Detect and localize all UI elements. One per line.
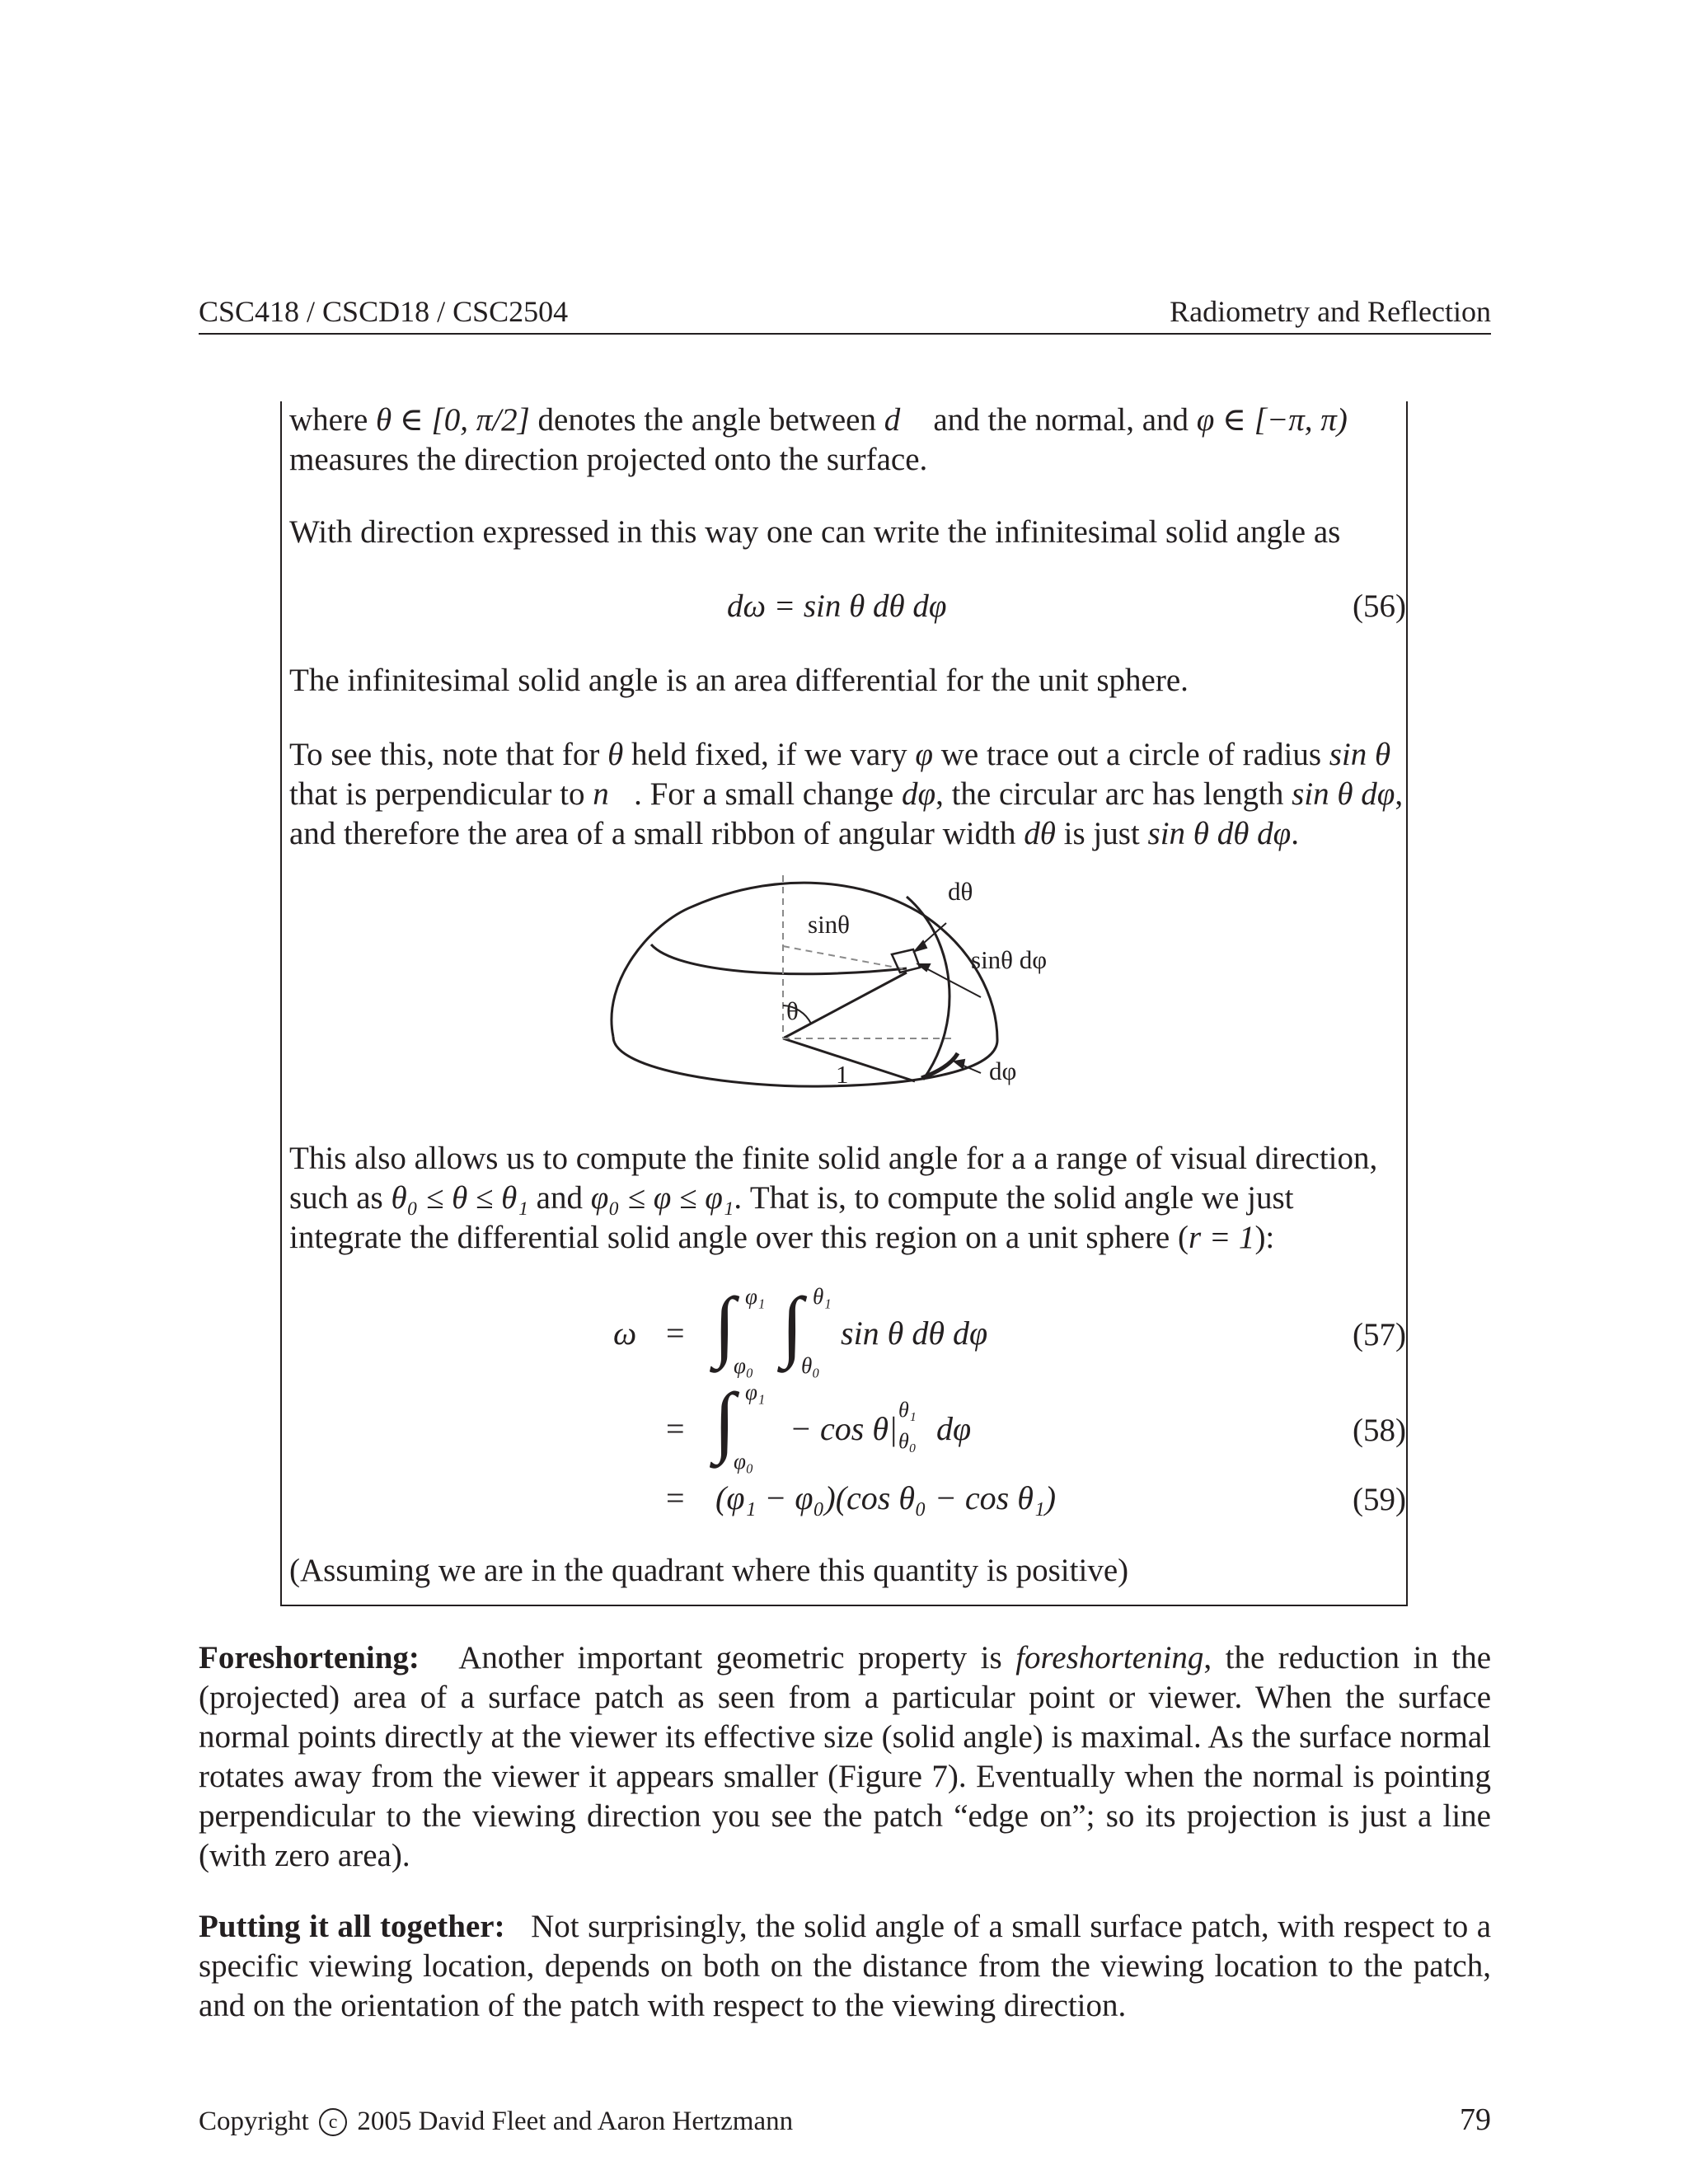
page-number: 79 (1460, 2102, 1491, 2137)
text: Another important geometric property is (458, 1640, 1002, 1675)
text: . That is, to compute the solid angle we just (734, 1180, 1294, 1216)
text: , the circular arc has length (935, 776, 1284, 812)
eq58-body-a: − cos θ| (790, 1410, 898, 1447)
text: ): (1254, 1220, 1275, 1255)
math-phi-range: φ ∈ [−π, π) (1196, 402, 1348, 438)
box-line-5 (289, 735, 1390, 775)
math: dφ (901, 776, 936, 812)
dome-outline (612, 883, 997, 1040)
text: and (536, 1180, 583, 1216)
hemisphere-solid-angle-diagram (577, 857, 1137, 1121)
running-header-section: Radiometry and Reflection (1170, 295, 1491, 328)
math: dθ (1024, 816, 1056, 851)
eq59-relation: = (666, 1479, 685, 1516)
box-line-11: (Assuming we are in the quadrant where this quantity is positive) (289, 1553, 1129, 1588)
label-theta: θ (786, 996, 799, 1025)
equation-number-56: (56) (1353, 588, 1406, 624)
box-line-8: This also allows us to compute the finite solid angle for a a range of visual direction, (289, 1141, 1378, 1176)
eq58-relation: = (666, 1410, 685, 1447)
emphasized-term: foreshortening (1015, 1640, 1204, 1675)
equation-number-59: (59) (1353, 1482, 1406, 1517)
latitude-circle (651, 944, 907, 974)
text: held fixed, if we vary (631, 737, 907, 772)
text: . (1291, 816, 1299, 851)
arrowhead-dtheta (915, 941, 926, 951)
paragraph-foreshortening (199, 1638, 1491, 1876)
equation-number-57: (57) (1353, 1317, 1406, 1352)
text: Copyright (199, 2107, 309, 2136)
math: r = 1 (1188, 1220, 1255, 1255)
label-dtheta: dθ (948, 877, 973, 906)
text: 2005 David Fleet and Aaron Hertzmann (357, 2107, 794, 2136)
box-line-4: The infinitesimal solid angle is an area differential for the unit sphere. (289, 663, 1189, 698)
label-sintheta: sinθ (808, 910, 851, 939)
math: n⃗ (593, 776, 635, 812)
paragraph-putting-together (199, 1907, 1491, 2026)
equation-number-58: (58) (1353, 1413, 1406, 1448)
text: , (1395, 776, 1404, 812)
text: we trace out a circle of radius (940, 737, 1321, 772)
label-sintheta-dphi: sinθ dφ (971, 945, 1048, 974)
eq57-int2-upper: θ₁ (813, 1284, 832, 1309)
math-d-vector: d⃗ (884, 402, 926, 438)
paragraph-heading: Putting it all together: (199, 1909, 505, 1944)
eq59-body: (φ₁ − φ₀)(cos θ₀ − cos θ₁) (715, 1479, 1057, 1516)
integral-sign: ∫ (714, 1281, 736, 1369)
math: θ (607, 737, 624, 772)
eq57-body: sin θ dθ dφ (841, 1315, 988, 1352)
text: . For a small change (634, 776, 894, 812)
text: Not surprisingly, the solid angle of a small surface patch, with respect to a specific viewing location, depends on both on the distance from the viewing location to the patch, and on the orientation of the patch with respect to the viewing direction. (199, 1909, 1492, 2023)
math: θ₀ ≤ θ ≤ θ₁ (391, 1180, 528, 1216)
eq57-relation: = (666, 1315, 685, 1352)
base-radius-line (783, 1038, 915, 1081)
eq58-eval-upper: θ₁ (898, 1398, 917, 1422)
text: To see this, note that for (289, 737, 600, 772)
eq58-int-upper: φ₁ (745, 1380, 766, 1404)
math: φ (915, 737, 933, 772)
text: , the reduction in the (projected) area of a surface patch as seen from a particular point or viewer. When the surface normal points directly at the viewer its effective size (solid angle) is maximal. As the surface normal rotates away from the viewer it appears smaller (Figure 7). Eventually when the normal is pointing perpendicular to the viewing direction you see the patch “edge on”; so its projection is just a line (with zero area). (199, 1640, 1492, 1873)
eq58-body-b: dφ (936, 1410, 972, 1447)
sin-theta-dashed (783, 946, 905, 969)
math-theta-range: θ ∈ [0, π/2] (376, 402, 530, 438)
label-one: 1 (836, 1060, 849, 1089)
running-header-course: CSC418 / CSCD18 / CSC2504 (199, 295, 569, 328)
eq57-int2-lower: θ₀ (801, 1353, 820, 1378)
box-line-6 (289, 775, 1403, 814)
math: sin θ dφ (1292, 776, 1395, 812)
box-line-2: measures the direction projected onto the surface. (289, 442, 928, 477)
integral-sign: ∫ (781, 1281, 804, 1369)
eq57-int1-upper: φ₁ (745, 1284, 766, 1309)
text: such as (289, 1180, 383, 1216)
arrowhead-dphi (954, 1060, 964, 1068)
text: and therefore the area of a small ribbon of angular width (289, 816, 1016, 851)
eq57-lhs: ω (613, 1315, 637, 1352)
text: that is perpendicular to (289, 776, 585, 812)
text: denotes the angle between (537, 402, 876, 438)
label-dphi: dφ (989, 1057, 1017, 1085)
paragraph-heading: Foreshortening: (199, 1640, 420, 1675)
box-line-10 (289, 1218, 1274, 1258)
box-line-7 (289, 814, 1299, 854)
copyright-symbol-icon: c (319, 2108, 347, 2136)
equation-56: dω = sin θ dθ dφ (727, 588, 947, 624)
copyright-notice (199, 2105, 793, 2138)
integral-sign: ∫ (714, 1376, 736, 1465)
header-rule (199, 333, 1491, 335)
box-line-9 (289, 1179, 1294, 1218)
text: and the normal, and (933, 402, 1189, 438)
text: is just (1063, 816, 1140, 851)
math: φ₀ ≤ φ ≤ φ₁ (590, 1180, 734, 1216)
eq58-int-lower: φ₀ (734, 1449, 754, 1474)
dphi-arc (921, 1053, 958, 1078)
eq57-int1-lower: φ₀ (734, 1353, 754, 1378)
meridian-arc (907, 897, 950, 1080)
eq58-eval-lower: θ₀ (898, 1429, 917, 1453)
math: sin θ (1329, 737, 1391, 772)
text: integrate the differential solid angle over this region on a unit sphere ( (289, 1220, 1189, 1255)
box-line-3: With direction expressed in this way one can write the infinitesimal solid angle as (289, 514, 1341, 550)
math: sin θ dθ dφ (1147, 816, 1292, 851)
base-ellipse (613, 1037, 997, 1086)
text: where (289, 402, 368, 438)
box-line-1 (289, 401, 1348, 440)
radius-line (783, 972, 907, 1038)
